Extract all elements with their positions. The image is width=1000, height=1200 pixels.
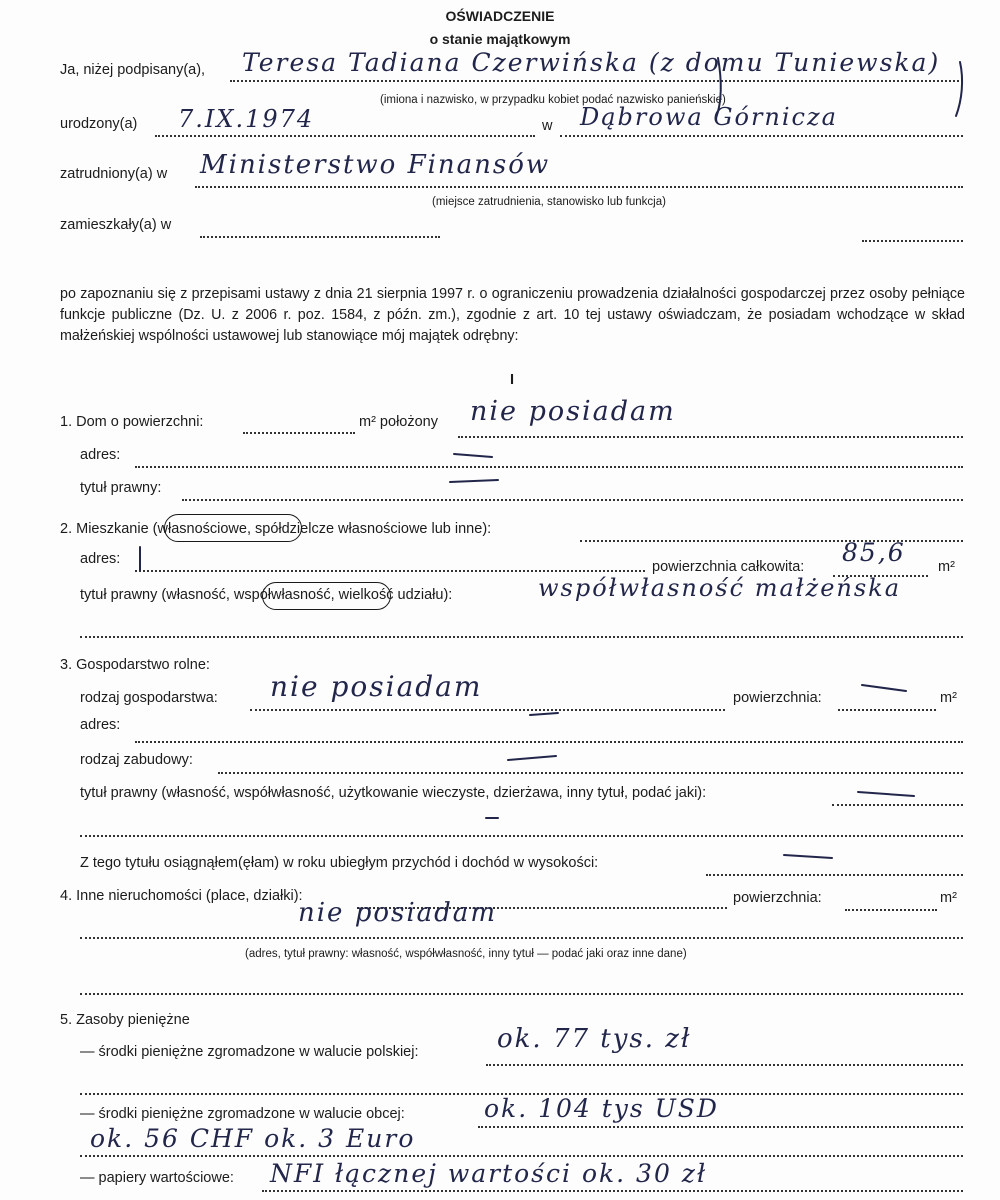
s4-label: 4. Inne nieruchomości (place, działki): xyxy=(60,888,303,904)
s2-area-label: powierzchnia całkowita: xyxy=(652,559,805,575)
s5-foreign-handwritten: ok. 104 tys USD xyxy=(484,1094,719,1123)
s2-address-label: adres: xyxy=(80,551,121,567)
employed-hint: (miejsce zatrudnienia, stanowisko lub funkcja) xyxy=(432,196,666,208)
s4-area-unit: m² xyxy=(940,890,957,906)
s3-title-label: tytuł prawny (własność, współwłasność, użytkowanie wieczyste, dzierżawa, inny tytuł, podać jaki): xyxy=(80,785,707,801)
name-handwritten: Teresa Tadiana Czerwińska (z domu Tuniewska) xyxy=(242,48,941,77)
s2-area-unit: m² xyxy=(938,559,955,575)
s4-hint: (adres, tytuł prawny: własność, współwłasność, inny tytuł — podać jaki oraz inne dane) xyxy=(245,948,687,960)
s4-value-handwritten: nie posiadam xyxy=(298,898,497,928)
s4-area-label: powierzchnia: xyxy=(733,890,822,906)
s3-type-label: rodzaj gospodarstwa: xyxy=(80,690,218,706)
s5-securities-handwritten: NFI łącznej wartości ok. 30 zł xyxy=(270,1159,708,1188)
s3-building-dash xyxy=(508,756,556,760)
s2-label: 2. Mieszkanie (własnościowe, spółdzielcze własnościowe lub inne): xyxy=(60,521,492,537)
born-date-handwritten: 7.IX.1974 xyxy=(178,105,315,133)
intro-paragraph: po zapoznaniu się z przepisami ustawy z dnia 21 sierpnia 1997 r. o ograniczeniu prowadzenia działalności gospodarczej przez osoby pełniące funkcje publiczne (Dz. U. z 2006 r. poz. 1584, z późn. zm.), zgodnie z art. 10 tej ustawy oświadczam, że posiadam wchodzące w skład małżeńskiej wspólności ustawowej lub stanowiące mój majątek odrębny: xyxy=(60,286,965,344)
name-hint: (imiona i nazwisko, w przypadku kobiet podać nazwisko panieńskie) xyxy=(380,94,726,106)
s1-label: 1. Dom o powierzchni: xyxy=(60,414,204,430)
bracket-stroke-right xyxy=(956,62,962,116)
s1-value-handwritten: nie posiadam xyxy=(470,396,676,427)
name-label: Ja, niżej podpisany(a), xyxy=(60,62,206,78)
s2-area-handwritten: 85,6 xyxy=(842,538,906,567)
s1-title-dash xyxy=(450,480,498,482)
s5-foreign-label: — środki pieniężne zgromadzone w walucie obcej: xyxy=(80,1106,405,1122)
s1-address-label: adres: xyxy=(80,447,121,463)
s2-title-handwritten: współwłasność małżeńska xyxy=(538,574,902,602)
born-in-label: w xyxy=(542,118,553,134)
employed-label: zatrudniony(a) w xyxy=(60,166,168,182)
s1-unit: m² położony xyxy=(359,414,438,430)
s5-securities-label: — papiery wartościowe: xyxy=(80,1170,234,1186)
s3-area-dash xyxy=(862,685,906,691)
s1-address-dash xyxy=(454,454,492,457)
s5-pln-label: — środki pieniężne zgromadzone w walucie polskiej: xyxy=(80,1044,419,1060)
s3-income-dash xyxy=(784,855,832,858)
section-numeral: I xyxy=(510,372,515,388)
s5-label: 5. Zasoby pieniężne xyxy=(60,1012,190,1028)
document-title: OŚWIADCZENIE xyxy=(445,8,555,24)
s2-title-label: tytuł prawny (własność, współwłasność, wielkość udziału): xyxy=(80,587,453,603)
born-place-handwritten: Dąbrowa Górnicza xyxy=(580,103,838,131)
s3-label: 3. Gospodarstwo rolne: xyxy=(60,657,210,673)
s3-type-handwritten: nie posiadam xyxy=(270,670,483,703)
s1-title-label: tytuł prawny: xyxy=(80,480,162,496)
bracket-stroke xyxy=(716,58,721,118)
s3-type-underline xyxy=(530,713,558,715)
employed-handwritten: Ministerstwo Finansów xyxy=(200,150,551,180)
s5-foreign-handwritten-2: ok. 56 CHF ok. 3 Euro xyxy=(90,1124,416,1153)
document-subtitle: o stanie majątkowym xyxy=(429,31,571,47)
residence-label: zamieszkały(a) w xyxy=(60,217,172,233)
s3-area-unit: m² xyxy=(940,690,957,706)
s3-income-label: Z tego tytułu osiągnąłem(ęłam) w roku ubiegłym przychód i dochód w wysokości: xyxy=(80,855,599,871)
s5-pln-handwritten: ok. 77 tys. zł xyxy=(497,1024,692,1054)
born-label: urodzony(a) xyxy=(60,116,138,132)
s3-title-dash xyxy=(858,792,914,796)
s3-building-label: rodzaj zabudowy: xyxy=(80,752,193,768)
s3-area-label: powierzchnia: xyxy=(733,690,822,706)
s3-address-label: adres: xyxy=(80,717,121,733)
